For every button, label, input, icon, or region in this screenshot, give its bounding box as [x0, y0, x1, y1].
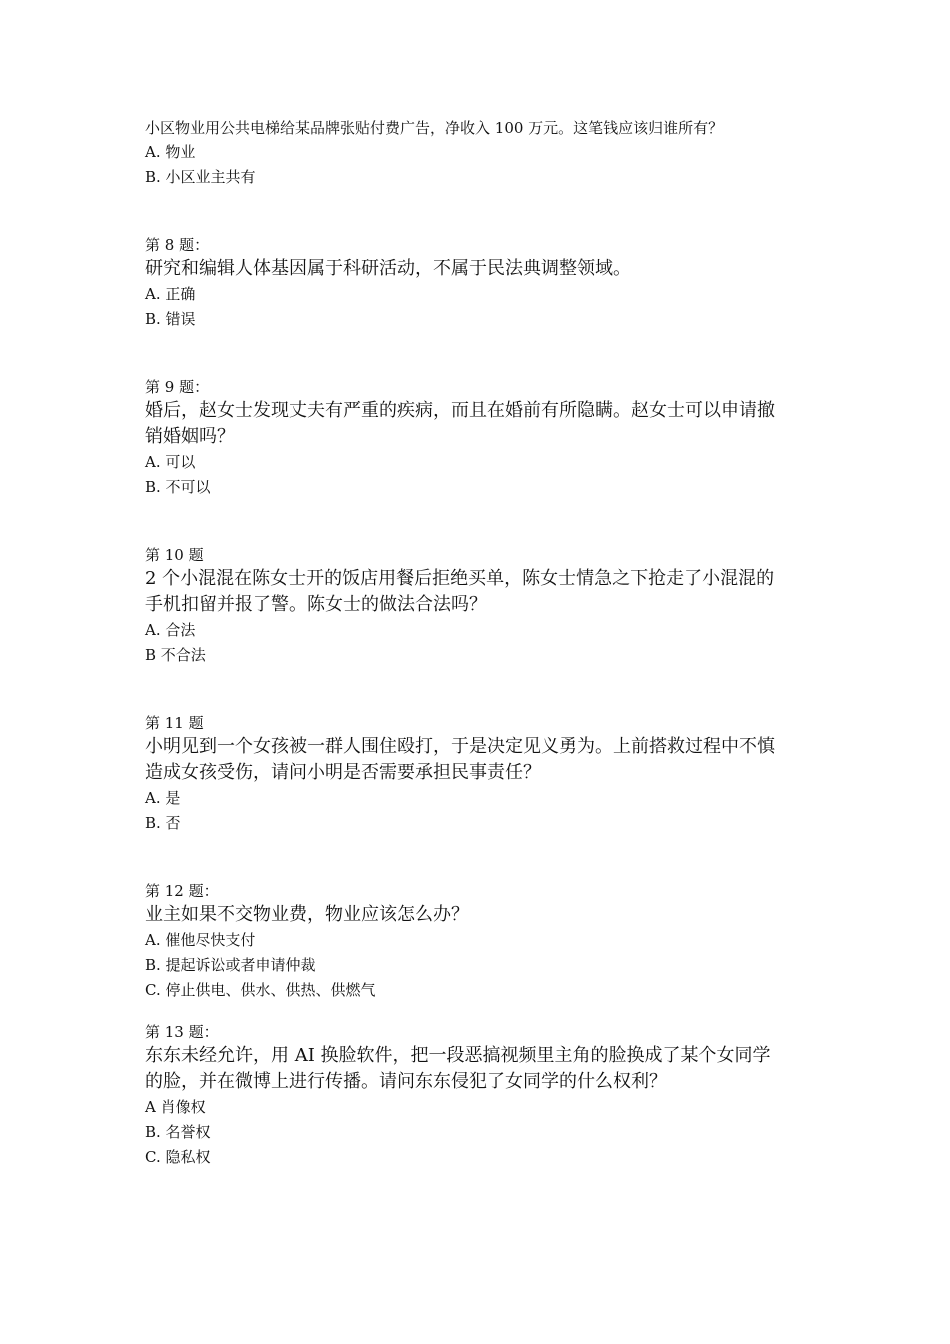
question-text-line-1: 东东未经允许，用 AI 换脸软件，把一段恶搞视频里主角的脸换成了某个女同学: [145, 1045, 771, 1066]
question-11: [145, 712, 810, 836]
option-b: B. 不可以: [145, 478, 211, 496]
question-10: [145, 544, 810, 668]
option-a: A. 合法: [145, 621, 196, 639]
question-text-line-2: 的脸，并在微博上进行传播。请问东东侵犯了女同学的什么权利？: [145, 1071, 667, 1092]
question-number: 第 12 题：: [145, 882, 219, 900]
document-page: [145, 116, 810, 1170]
question-text: 小区物业用公共电梯给某品牌张贴付费广告，净收入 100 万元。这笔钱应该归谁所有？: [145, 119, 724, 137]
option-b: B. 否: [145, 814, 181, 832]
option-b: B. 小区业主共有: [145, 168, 256, 186]
option-a: A. 催他尽快支付: [145, 931, 256, 949]
question-text-line-1: 婚后，赵女士发现丈夫有严重的疾病，而且在婚前有所隐瞒。赵女士可以申请撤: [145, 400, 775, 421]
question-intro: [145, 116, 810, 190]
question-text-line-2: 造成女孩受伤，请问小明是否需要承担民事责任？: [145, 762, 541, 783]
question-text-line-2: 手机扣留并报了警。陈女士的做法合法吗？: [145, 594, 487, 615]
option-a: A. 物业: [145, 143, 196, 161]
question-text: 业主如果不交物业费，物业应该怎么办？: [145, 904, 469, 925]
question-13: [145, 1021, 810, 1170]
option-a: A. 是: [145, 789, 181, 807]
option-b: B. 提起诉讼或者申请仲裁: [145, 956, 316, 974]
question-9: [145, 376, 810, 500]
option-a: A. 正确: [145, 285, 196, 303]
option-b: B 不合法: [145, 646, 206, 664]
question-number: 第 9 题：: [145, 378, 210, 396]
question-text-line-2: 销婚姻吗？: [145, 426, 235, 447]
option-b: B. 错误: [145, 310, 196, 328]
question-text-line-1: 小明见到一个女孩被一群人围住殴打，于是决定见义勇为。上前搭救过程中不慎: [145, 736, 775, 757]
question-number: 第 11 题: [145, 714, 204, 732]
question-number: 第 10 题: [145, 546, 204, 564]
question-text-line-1: 2 个小混混在陈女士开的饭店用餐后拒绝买单，陈女士情急之下抢走了小混混的: [145, 568, 775, 589]
option-c: C. 停止供电、供水、供热、供燃气: [145, 981, 376, 999]
question-number: 第 13 题：: [145, 1023, 219, 1041]
option-a: A. 可以: [145, 453, 196, 471]
option-b: B. 名誉权: [145, 1123, 211, 1141]
option-c: C. 隐私权: [145, 1148, 211, 1166]
question-number: 第 8 题：: [145, 236, 210, 254]
question-12: [145, 880, 810, 1003]
option-a: A 肖像权: [145, 1098, 206, 1116]
question-text: 研究和编辑人体基因属于科研活动，不属于民法典调整领域。: [145, 258, 631, 279]
question-8: [145, 234, 810, 332]
